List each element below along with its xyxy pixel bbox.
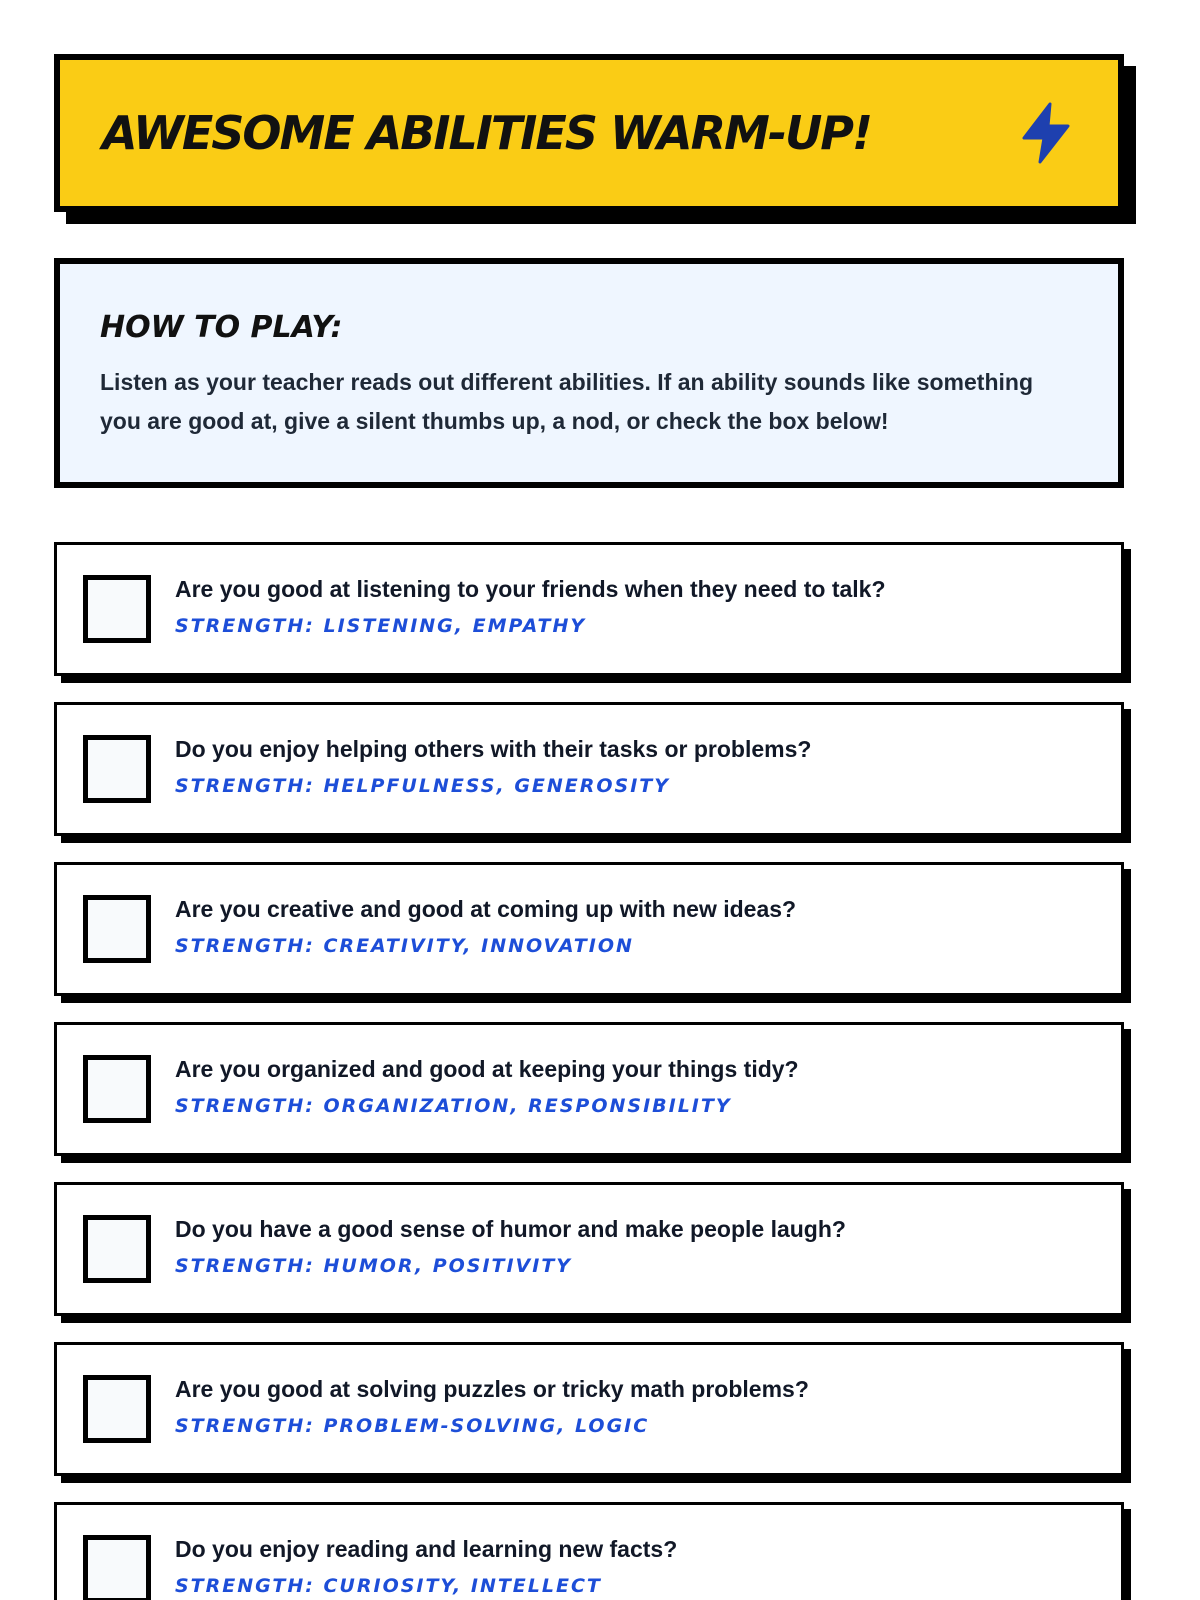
ability-text xyxy=(175,891,796,957)
title-banner xyxy=(54,54,1124,212)
instructions-text: Listen as your teacher reads out different abilities. If an ability sounds like something you are good at, give a silent thumbs up, a nod, or check the box below! xyxy=(100,369,1033,434)
ability-question: Are you organized and good at keeping your things tidy? xyxy=(175,1056,799,1082)
ability-question: Do you enjoy reading and learning new facts? xyxy=(175,1536,678,1562)
ability-question: Are you good at listening to your friends when they need to talk? xyxy=(175,576,886,602)
ability-strength-tag: STRENGTH: CREATIVITY, INNOVATION xyxy=(175,935,634,957)
page-title: AWESOME ABILITIES WARM-UP! xyxy=(102,106,871,160)
ability-card xyxy=(54,702,1124,836)
ability-text xyxy=(175,1211,846,1277)
ability-checkbox[interactable] xyxy=(83,575,151,643)
ability-strength-tag: STRENGTH: HELPFULNESS, GENEROSITY xyxy=(175,775,671,797)
ability-text xyxy=(175,1051,799,1117)
ability-checkbox[interactable] xyxy=(83,1535,151,1600)
ability-question: Are you creative and good at coming up with new ideas? xyxy=(175,896,797,922)
ability-checkbox[interactable] xyxy=(83,895,151,963)
ability-strength-tag: STRENGTH: LISTENING, EMPATHY xyxy=(175,615,587,637)
ability-strength-tag: STRENGTH: PROBLEM-SOLVING, LOGIC xyxy=(175,1415,650,1437)
ability-question: Do you have a good sense of humor and make people laugh? xyxy=(175,1216,846,1242)
ability-question: Do you enjoy helping others with their tasks or problems? xyxy=(175,736,812,762)
instructions-title: HOW TO PLAY: xyxy=(100,310,343,345)
ability-strength-tag: STRENGTH: HUMOR, POSITIVITY xyxy=(175,1255,573,1277)
ability-checkbox[interactable] xyxy=(83,1215,151,1283)
ability-question: Are you good at solving puzzles or tricky math problems? xyxy=(175,1376,809,1402)
ability-checkbox[interactable] xyxy=(83,735,151,803)
lightning-bolt-icon xyxy=(1016,102,1074,164)
ability-list xyxy=(54,542,1124,1600)
ability-text xyxy=(175,731,811,797)
ability-text xyxy=(175,571,886,637)
ability-checkbox[interactable] xyxy=(83,1375,151,1443)
ability-card xyxy=(54,1022,1124,1156)
ability-text xyxy=(175,1371,809,1437)
ability-checkbox[interactable] xyxy=(83,1055,151,1123)
ability-card xyxy=(54,1502,1124,1600)
ability-text xyxy=(175,1531,677,1597)
ability-card xyxy=(54,1182,1124,1316)
ability-card xyxy=(54,542,1124,676)
ability-strength-tag: STRENGTH: ORGANIZATION, RESPONSIBILITY xyxy=(175,1095,732,1117)
ability-card xyxy=(54,862,1124,996)
ability-card xyxy=(54,1342,1124,1476)
instructions-box xyxy=(54,258,1124,488)
ability-strength-tag: STRENGTH: CURIOSITY, INTELLECT xyxy=(175,1575,602,1597)
